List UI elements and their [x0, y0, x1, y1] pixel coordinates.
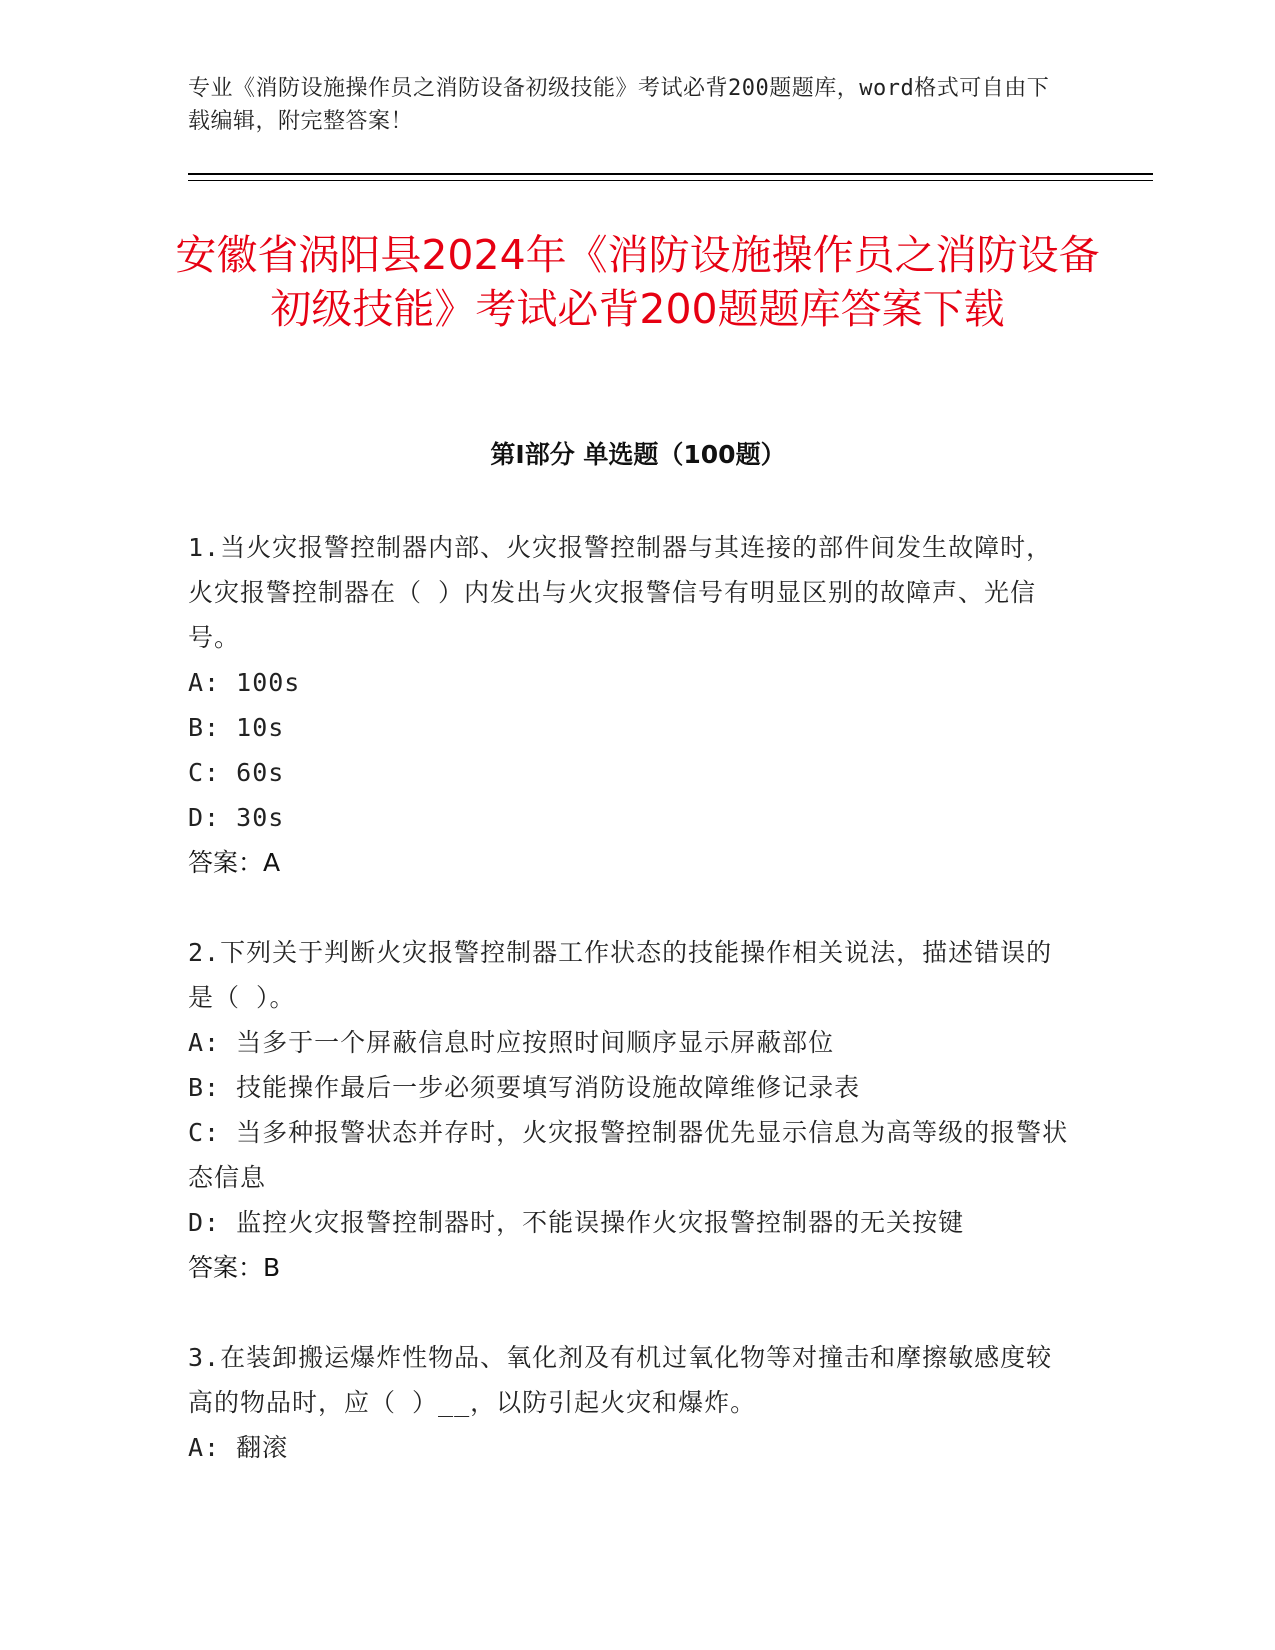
- option-c: C: 当多种报警状态并存时，火灾报警控制器优先显示信息为高等级的报警状态信息: [188, 1118, 1069, 1192]
- section-title: 第I部分 单选题（100题）: [490, 440, 786, 469]
- question-stem: 3.在装卸搬运爆炸性物品、氧化剂及有机过氧化物等对撞击和摩擦敏感度较高的物品时，应（ ）__，以防引起火灾和爆炸。: [188, 1343, 1053, 1417]
- question-stem: 2.下列关于判断火灾报警控制器工作状态的技能操作相关说法，描述错误的是（ ）。: [188, 938, 1053, 1012]
- option-d: D: 30s: [188, 803, 285, 832]
- answer: 答案：B: [188, 1253, 281, 1282]
- header-divider-thin: [188, 180, 1153, 181]
- option-a: A: 翻滚: [188, 1433, 289, 1462]
- answer: 答案：A: [188, 848, 281, 877]
- question-3: [188, 1335, 1078, 1470]
- question-2: [188, 930, 1078, 1290]
- option-b: B: 技能操作最后一步必须要填写消防设施故障维修记录表: [188, 1073, 861, 1102]
- document-title: 安徽省涡阳县2024年《消防设施操作员之消防设备初级技能》考试必背200题题库答案下载: [175, 231, 1100, 333]
- option-a: A: 100s: [188, 668, 301, 697]
- question-1: [188, 525, 1078, 885]
- header-divider-thick: [188, 173, 1153, 175]
- option-c: C: 60s: [188, 758, 285, 787]
- option-d: D: 监控火灾报警控制器时，不能误操作火灾报警控制器的无关按键: [188, 1208, 965, 1237]
- header-note: 专业《消防设施操作员之消防设备初级技能》考试必背200题题库，word格式可自由下载编辑，附完整答案！: [188, 76, 1050, 134]
- option-a: A: 当多于一个屏蔽信息时应按照时间顺序显示屏蔽部位: [188, 1028, 835, 1057]
- option-b: B: 10s: [188, 713, 285, 742]
- question-stem: 1.当火灾报警控制器内部、火灾报警控制器与其连接的部件间发生故障时，火灾报警控制器在（ ）内发出与火灾报警信号有明显区别的故障声、光信号。: [188, 533, 1053, 652]
